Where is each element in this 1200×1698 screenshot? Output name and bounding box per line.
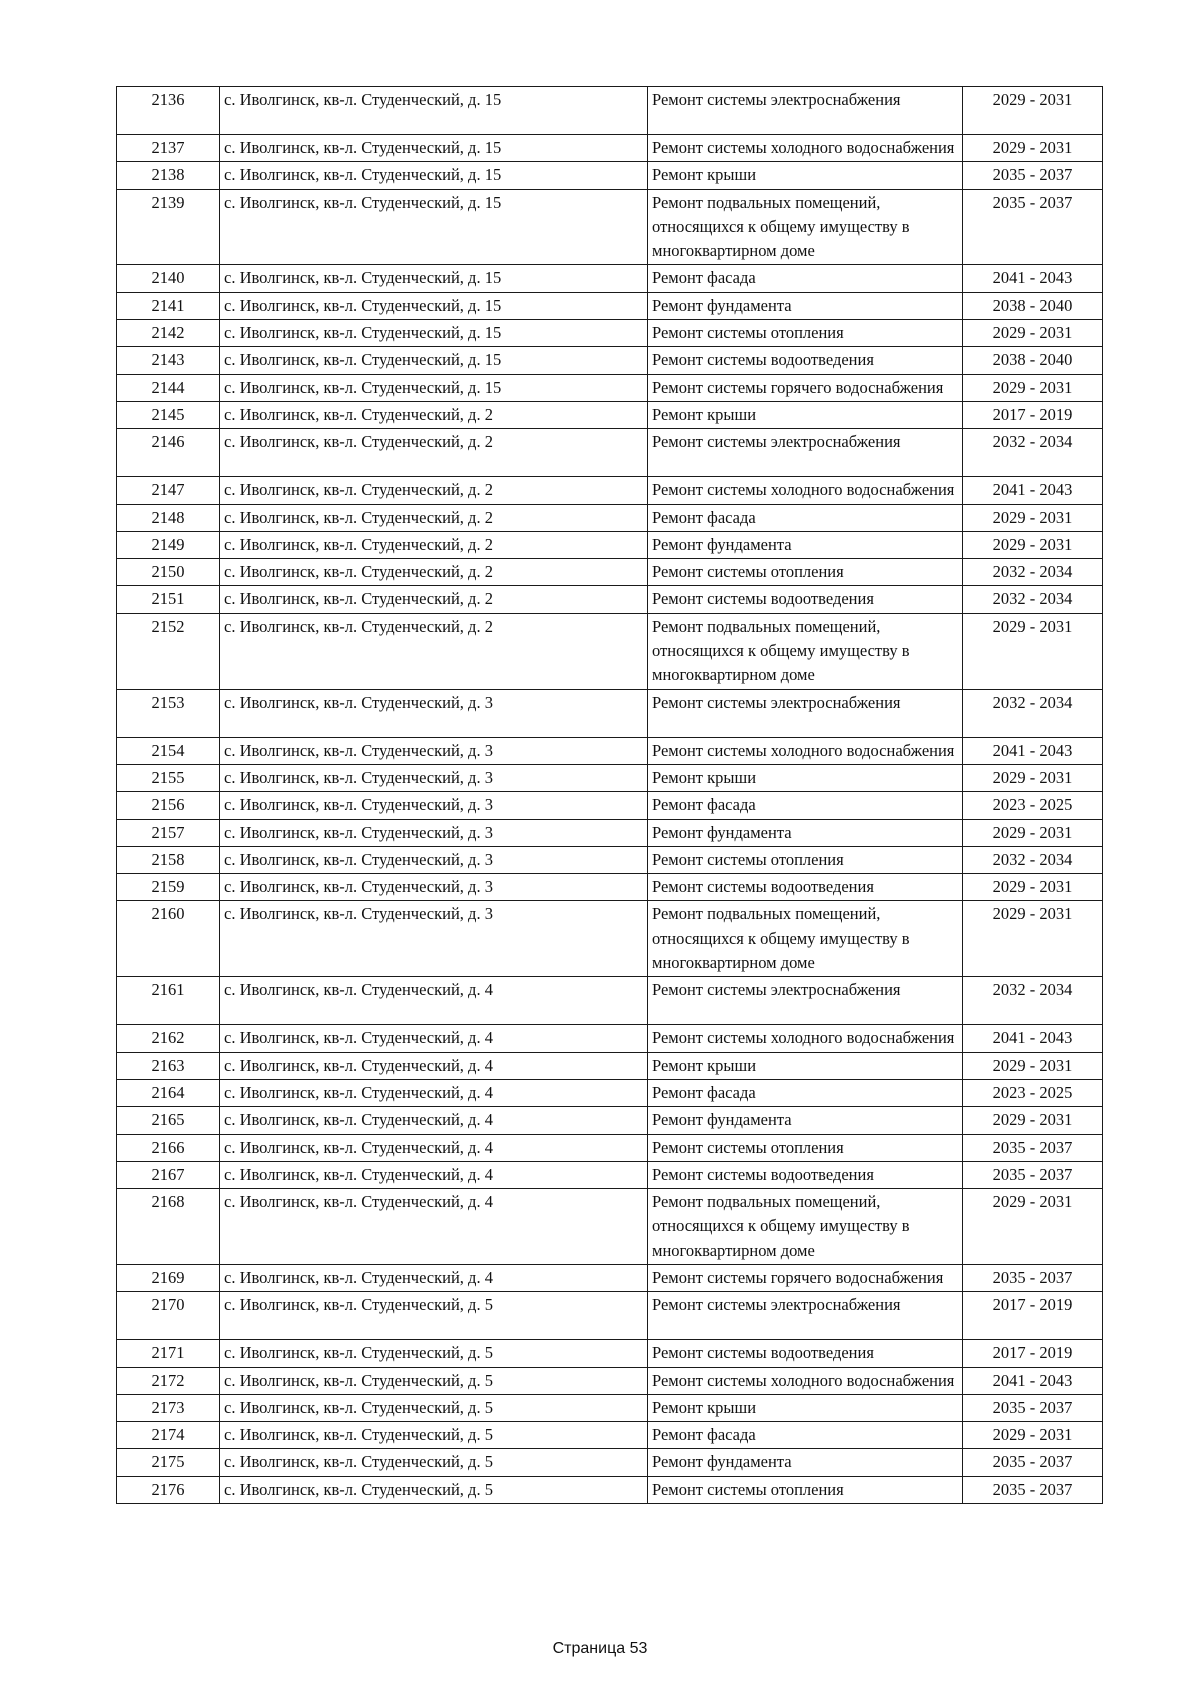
period-cell: 2029 - 2031 xyxy=(963,1052,1103,1079)
table-row xyxy=(117,429,1103,477)
table-row xyxy=(117,874,1103,901)
period-cell: 2032 - 2034 xyxy=(963,689,1103,737)
row-number-cell: 2146 xyxy=(117,429,220,477)
work-type-cell: Ремонт системы водоотведения xyxy=(648,1340,963,1367)
row-number-cell: 2137 xyxy=(117,135,220,162)
period-cell: 2035 - 2037 xyxy=(963,189,1103,265)
address-cell: с. Иволгинск, кв-л. Студенческий, д. 3 xyxy=(220,819,648,846)
row-number-cell: 2142 xyxy=(117,320,220,347)
work-type-cell: Ремонт системы холодного водоснабжения xyxy=(648,1367,963,1394)
address-cell: с. Иволгинск, кв-л. Студенческий, д. 3 xyxy=(220,901,648,977)
address-cell: с. Иволгинск, кв-л. Студенческий, д. 5 xyxy=(220,1340,648,1367)
row-number-cell: 2165 xyxy=(117,1107,220,1134)
work-type-cell: Ремонт подвальных помещений, относящихся к общему имуществу в многоквартирном доме xyxy=(648,189,963,265)
period-cell: 2029 - 2031 xyxy=(963,1189,1103,1265)
table-row xyxy=(117,764,1103,791)
work-type-cell: Ремонт системы холодного водоснабжения xyxy=(648,135,963,162)
table-row xyxy=(117,320,1103,347)
repair-schedule-table xyxy=(116,86,1103,1504)
period-cell: 2029 - 2031 xyxy=(963,374,1103,401)
work-type-cell: Ремонт системы холодного водоснабжения xyxy=(648,737,963,764)
work-type-cell: Ремонт крыши xyxy=(648,1394,963,1421)
address-cell: с. Иволгинск, кв-л. Студенческий, д. 4 xyxy=(220,1161,648,1188)
table-row xyxy=(117,1025,1103,1052)
work-type-cell: Ремонт системы отопления xyxy=(648,320,963,347)
work-type-cell: Ремонт фундамента xyxy=(648,292,963,319)
table-body xyxy=(117,87,1103,1504)
row-number-cell: 2138 xyxy=(117,162,220,189)
work-type-cell: Ремонт системы электроснабжения xyxy=(648,87,963,135)
table-row xyxy=(117,1052,1103,1079)
period-cell: 2032 - 2034 xyxy=(963,586,1103,613)
work-type-cell: Ремонт крыши xyxy=(648,401,963,428)
work-type-cell: Ремонт фундамента xyxy=(648,1449,963,1476)
period-cell: 2029 - 2031 xyxy=(963,874,1103,901)
table-row xyxy=(117,586,1103,613)
row-number-cell: 2159 xyxy=(117,874,220,901)
period-cell: 2041 - 2043 xyxy=(963,265,1103,292)
table-row xyxy=(117,1449,1103,1476)
row-number-cell: 2150 xyxy=(117,559,220,586)
period-cell: 2029 - 2031 xyxy=(963,1107,1103,1134)
table-row xyxy=(117,901,1103,977)
address-cell: с. Иволгинск, кв-л. Студенческий, д. 15 xyxy=(220,265,648,292)
address-cell: с. Иволгинск, кв-л. Студенческий, д. 4 xyxy=(220,977,648,1025)
work-type-cell: Ремонт фасада xyxy=(648,265,963,292)
period-cell: 2029 - 2031 xyxy=(963,87,1103,135)
table-row xyxy=(117,374,1103,401)
table-row xyxy=(117,1367,1103,1394)
period-cell: 2038 - 2040 xyxy=(963,347,1103,374)
address-cell: с. Иволгинск, кв-л. Студенческий, д. 15 xyxy=(220,320,648,347)
table-row xyxy=(117,689,1103,737)
table-row xyxy=(117,819,1103,846)
work-type-cell: Ремонт системы водоотведения xyxy=(648,874,963,901)
work-type-cell: Ремонт системы водоотведения xyxy=(648,347,963,374)
table-row xyxy=(117,1476,1103,1503)
table-row xyxy=(117,737,1103,764)
row-number-cell: 2151 xyxy=(117,586,220,613)
row-number-cell: 2164 xyxy=(117,1079,220,1106)
work-type-cell: Ремонт фасада xyxy=(648,1422,963,1449)
table-row xyxy=(117,477,1103,504)
work-type-cell: Ремонт системы электроснабжения xyxy=(648,429,963,477)
row-number-cell: 2168 xyxy=(117,1189,220,1265)
work-type-cell: Ремонт подвальных помещений, относящихся к общему имуществу в многоквартирном доме xyxy=(648,1189,963,1265)
table-row xyxy=(117,1340,1103,1367)
period-cell: 2035 - 2037 xyxy=(963,1394,1103,1421)
period-cell: 2035 - 2037 xyxy=(963,1449,1103,1476)
table-row xyxy=(117,613,1103,689)
period-cell: 2038 - 2040 xyxy=(963,292,1103,319)
work-type-cell: Ремонт крыши xyxy=(648,162,963,189)
address-cell: с. Иволгинск, кв-л. Студенческий, д. 5 xyxy=(220,1422,648,1449)
work-type-cell: Ремонт системы электроснабжения xyxy=(648,689,963,737)
row-number-cell: 2140 xyxy=(117,265,220,292)
work-type-cell: Ремонт подвальных помещений, относящихся к общему имуществу в многоквартирном доме xyxy=(648,613,963,689)
row-number-cell: 2158 xyxy=(117,846,220,873)
period-cell: 2035 - 2037 xyxy=(963,162,1103,189)
period-cell: 2029 - 2031 xyxy=(963,1422,1103,1449)
table-row xyxy=(117,1189,1103,1265)
row-number-cell: 2136 xyxy=(117,87,220,135)
work-type-cell: Ремонт системы электроснабжения xyxy=(648,977,963,1025)
period-cell: 2017 - 2019 xyxy=(963,1292,1103,1340)
table-row xyxy=(117,1264,1103,1291)
table-row xyxy=(117,347,1103,374)
table-row xyxy=(117,977,1103,1025)
work-type-cell: Ремонт системы водоотведения xyxy=(648,586,963,613)
period-cell: 2023 - 2025 xyxy=(963,792,1103,819)
address-cell: с. Иволгинск, кв-л. Студенческий, д. 15 xyxy=(220,189,648,265)
table-row xyxy=(117,265,1103,292)
period-cell: 2017 - 2019 xyxy=(963,1340,1103,1367)
row-number-cell: 2145 xyxy=(117,401,220,428)
work-type-cell: Ремонт системы электроснабжения xyxy=(648,1292,963,1340)
row-number-cell: 2155 xyxy=(117,764,220,791)
row-number-cell: 2139 xyxy=(117,189,220,265)
address-cell: с. Иволгинск, кв-л. Студенческий, д. 4 xyxy=(220,1025,648,1052)
row-number-cell: 2153 xyxy=(117,689,220,737)
row-number-cell: 2174 xyxy=(117,1422,220,1449)
table-row xyxy=(117,1107,1103,1134)
period-cell: 2032 - 2034 xyxy=(963,846,1103,873)
period-cell: 2029 - 2031 xyxy=(963,613,1103,689)
row-number-cell: 2170 xyxy=(117,1292,220,1340)
address-cell: с. Иволгинск, кв-л. Студенческий, д. 5 xyxy=(220,1449,648,1476)
period-cell: 2041 - 2043 xyxy=(963,477,1103,504)
period-cell: 2029 - 2031 xyxy=(963,764,1103,791)
work-type-cell: Ремонт фасада xyxy=(648,792,963,819)
address-cell: с. Иволгинск, кв-л. Студенческий, д. 4 xyxy=(220,1189,648,1265)
period-cell: 2032 - 2034 xyxy=(963,559,1103,586)
table-row xyxy=(117,135,1103,162)
table-row xyxy=(117,162,1103,189)
row-number-cell: 2169 xyxy=(117,1264,220,1291)
row-number-cell: 2157 xyxy=(117,819,220,846)
address-cell: с. Иволгинск, кв-л. Студенческий, д. 2 xyxy=(220,586,648,613)
work-type-cell: Ремонт подвальных помещений, относящихся к общему имуществу в многоквартирном доме xyxy=(648,901,963,977)
work-type-cell: Ремонт системы отопления xyxy=(648,846,963,873)
table-row xyxy=(117,1079,1103,1106)
period-cell: 2041 - 2043 xyxy=(963,1025,1103,1052)
row-number-cell: 2166 xyxy=(117,1134,220,1161)
address-cell: с. Иволгинск, кв-л. Студенческий, д. 15 xyxy=(220,292,648,319)
period-cell: 2023 - 2025 xyxy=(963,1079,1103,1106)
period-cell: 2017 - 2019 xyxy=(963,401,1103,428)
table-row xyxy=(117,1422,1103,1449)
address-cell: с. Иволгинск, кв-л. Студенческий, д. 4 xyxy=(220,1107,648,1134)
page-number: Страница 53 xyxy=(552,1640,648,1657)
address-cell: с. Иволгинск, кв-л. Студенческий, д. 15 xyxy=(220,135,648,162)
address-cell: с. Иволгинск, кв-л. Студенческий, д. 3 xyxy=(220,846,648,873)
address-cell: с. Иволгинск, кв-л. Студенческий, д. 4 xyxy=(220,1052,648,1079)
row-number-cell: 2176 xyxy=(117,1476,220,1503)
work-type-cell: Ремонт системы отопления xyxy=(648,559,963,586)
period-cell: 2035 - 2037 xyxy=(963,1476,1103,1503)
address-cell: с. Иволгинск, кв-л. Студенческий, д. 2 xyxy=(220,477,648,504)
work-type-cell: Ремонт фасада xyxy=(648,504,963,531)
work-type-cell: Ремонт фундамента xyxy=(648,531,963,558)
row-number-cell: 2154 xyxy=(117,737,220,764)
address-cell: с. Иволгинск, кв-л. Студенческий, д. 5 xyxy=(220,1367,648,1394)
work-type-cell: Ремонт фасада xyxy=(648,1079,963,1106)
period-cell: 2032 - 2034 xyxy=(963,977,1103,1025)
table-row xyxy=(117,292,1103,319)
address-cell: с. Иволгинск, кв-л. Студенческий, д. 4 xyxy=(220,1079,648,1106)
period-cell: 2041 - 2043 xyxy=(963,1367,1103,1394)
work-type-cell: Ремонт крыши xyxy=(648,1052,963,1079)
address-cell: с. Иволгинск, кв-л. Студенческий, д. 3 xyxy=(220,764,648,791)
address-cell: с. Иволгинск, кв-л. Студенческий, д. 3 xyxy=(220,689,648,737)
table-row xyxy=(117,87,1103,135)
row-number-cell: 2149 xyxy=(117,531,220,558)
table-row xyxy=(117,559,1103,586)
work-type-cell: Ремонт системы отопления xyxy=(648,1134,963,1161)
work-type-cell: Ремонт крыши xyxy=(648,764,963,791)
address-cell: с. Иволгинск, кв-л. Студенческий, д. 15 xyxy=(220,162,648,189)
work-type-cell: Ремонт фундамента xyxy=(648,1107,963,1134)
period-cell: 2029 - 2031 xyxy=(963,531,1103,558)
row-number-cell: 2141 xyxy=(117,292,220,319)
row-number-cell: 2148 xyxy=(117,504,220,531)
row-number-cell: 2171 xyxy=(117,1340,220,1367)
period-cell: 2035 - 2037 xyxy=(963,1264,1103,1291)
table-row xyxy=(117,531,1103,558)
address-cell: с. Иволгинск, кв-л. Студенческий, д. 2 xyxy=(220,559,648,586)
address-cell: с. Иволгинск, кв-л. Студенческий, д. 15 xyxy=(220,87,648,135)
row-number-cell: 2172 xyxy=(117,1367,220,1394)
table-row xyxy=(117,1134,1103,1161)
work-type-cell: Ремонт системы отопления xyxy=(648,1476,963,1503)
row-number-cell: 2173 xyxy=(117,1394,220,1421)
table-row xyxy=(117,1161,1103,1188)
table-row xyxy=(117,189,1103,265)
address-cell: с. Иволгинск, кв-л. Студенческий, д. 2 xyxy=(220,401,648,428)
row-number-cell: 2167 xyxy=(117,1161,220,1188)
address-cell: с. Иволгинск, кв-л. Студенческий, д. 2 xyxy=(220,531,648,558)
work-type-cell: Ремонт системы горячего водоснабжения xyxy=(648,374,963,401)
period-cell: 2035 - 2037 xyxy=(963,1134,1103,1161)
address-cell: с. Иволгинск, кв-л. Студенческий, д. 15 xyxy=(220,374,648,401)
period-cell: 2029 - 2031 xyxy=(963,901,1103,977)
address-cell: с. Иволгинск, кв-л. Студенческий, д. 5 xyxy=(220,1476,648,1503)
row-number-cell: 2162 xyxy=(117,1025,220,1052)
address-cell: с. Иволгинск, кв-л. Студенческий, д. 3 xyxy=(220,792,648,819)
address-cell: с. Иволгинск, кв-л. Студенческий, д. 5 xyxy=(220,1292,648,1340)
address-cell: с. Иволгинск, кв-л. Студенческий, д. 15 xyxy=(220,347,648,374)
address-cell: с. Иволгинск, кв-л. Студенческий, д. 4 xyxy=(220,1134,648,1161)
work-type-cell: Ремонт системы горячего водоснабжения xyxy=(648,1264,963,1291)
table-row xyxy=(117,401,1103,428)
work-type-cell: Ремонт системы холодного водоснабжения xyxy=(648,1025,963,1052)
address-cell: с. Иволгинск, кв-л. Студенческий, д. 3 xyxy=(220,737,648,764)
address-cell: с. Иволгинск, кв-л. Студенческий, д. 3 xyxy=(220,874,648,901)
address-cell: с. Иволгинск, кв-л. Студенческий, д. 4 xyxy=(220,1264,648,1291)
address-cell: с. Иволгинск, кв-л. Студенческий, д. 2 xyxy=(220,429,648,477)
address-cell: с. Иволгинск, кв-л. Студенческий, д. 2 xyxy=(220,504,648,531)
address-cell: с. Иволгинск, кв-л. Студенческий, д. 5 xyxy=(220,1394,648,1421)
period-cell: 2029 - 2031 xyxy=(963,135,1103,162)
row-number-cell: 2160 xyxy=(117,901,220,977)
period-cell: 2041 - 2043 xyxy=(963,737,1103,764)
period-cell: 2032 - 2034 xyxy=(963,429,1103,477)
row-number-cell: 2147 xyxy=(117,477,220,504)
work-type-cell: Ремонт системы холодного водоснабжения xyxy=(648,477,963,504)
row-number-cell: 2152 xyxy=(117,613,220,689)
work-type-cell: Ремонт фундамента xyxy=(648,819,963,846)
table-row xyxy=(117,504,1103,531)
period-cell: 2029 - 2031 xyxy=(963,504,1103,531)
period-cell: 2029 - 2031 xyxy=(963,320,1103,347)
row-number-cell: 2143 xyxy=(117,347,220,374)
table-row xyxy=(117,792,1103,819)
period-cell: 2035 - 2037 xyxy=(963,1161,1103,1188)
work-type-cell: Ремонт системы водоотведения xyxy=(648,1161,963,1188)
row-number-cell: 2163 xyxy=(117,1052,220,1079)
table-row xyxy=(117,1394,1103,1421)
address-cell: с. Иволгинск, кв-л. Студенческий, д. 2 xyxy=(220,613,648,689)
table-row xyxy=(117,1292,1103,1340)
period-cell: 2029 - 2031 xyxy=(963,819,1103,846)
row-number-cell: 2144 xyxy=(117,374,220,401)
table-row xyxy=(117,846,1103,873)
row-number-cell: 2156 xyxy=(117,792,220,819)
row-number-cell: 2175 xyxy=(117,1449,220,1476)
row-number-cell: 2161 xyxy=(117,977,220,1025)
